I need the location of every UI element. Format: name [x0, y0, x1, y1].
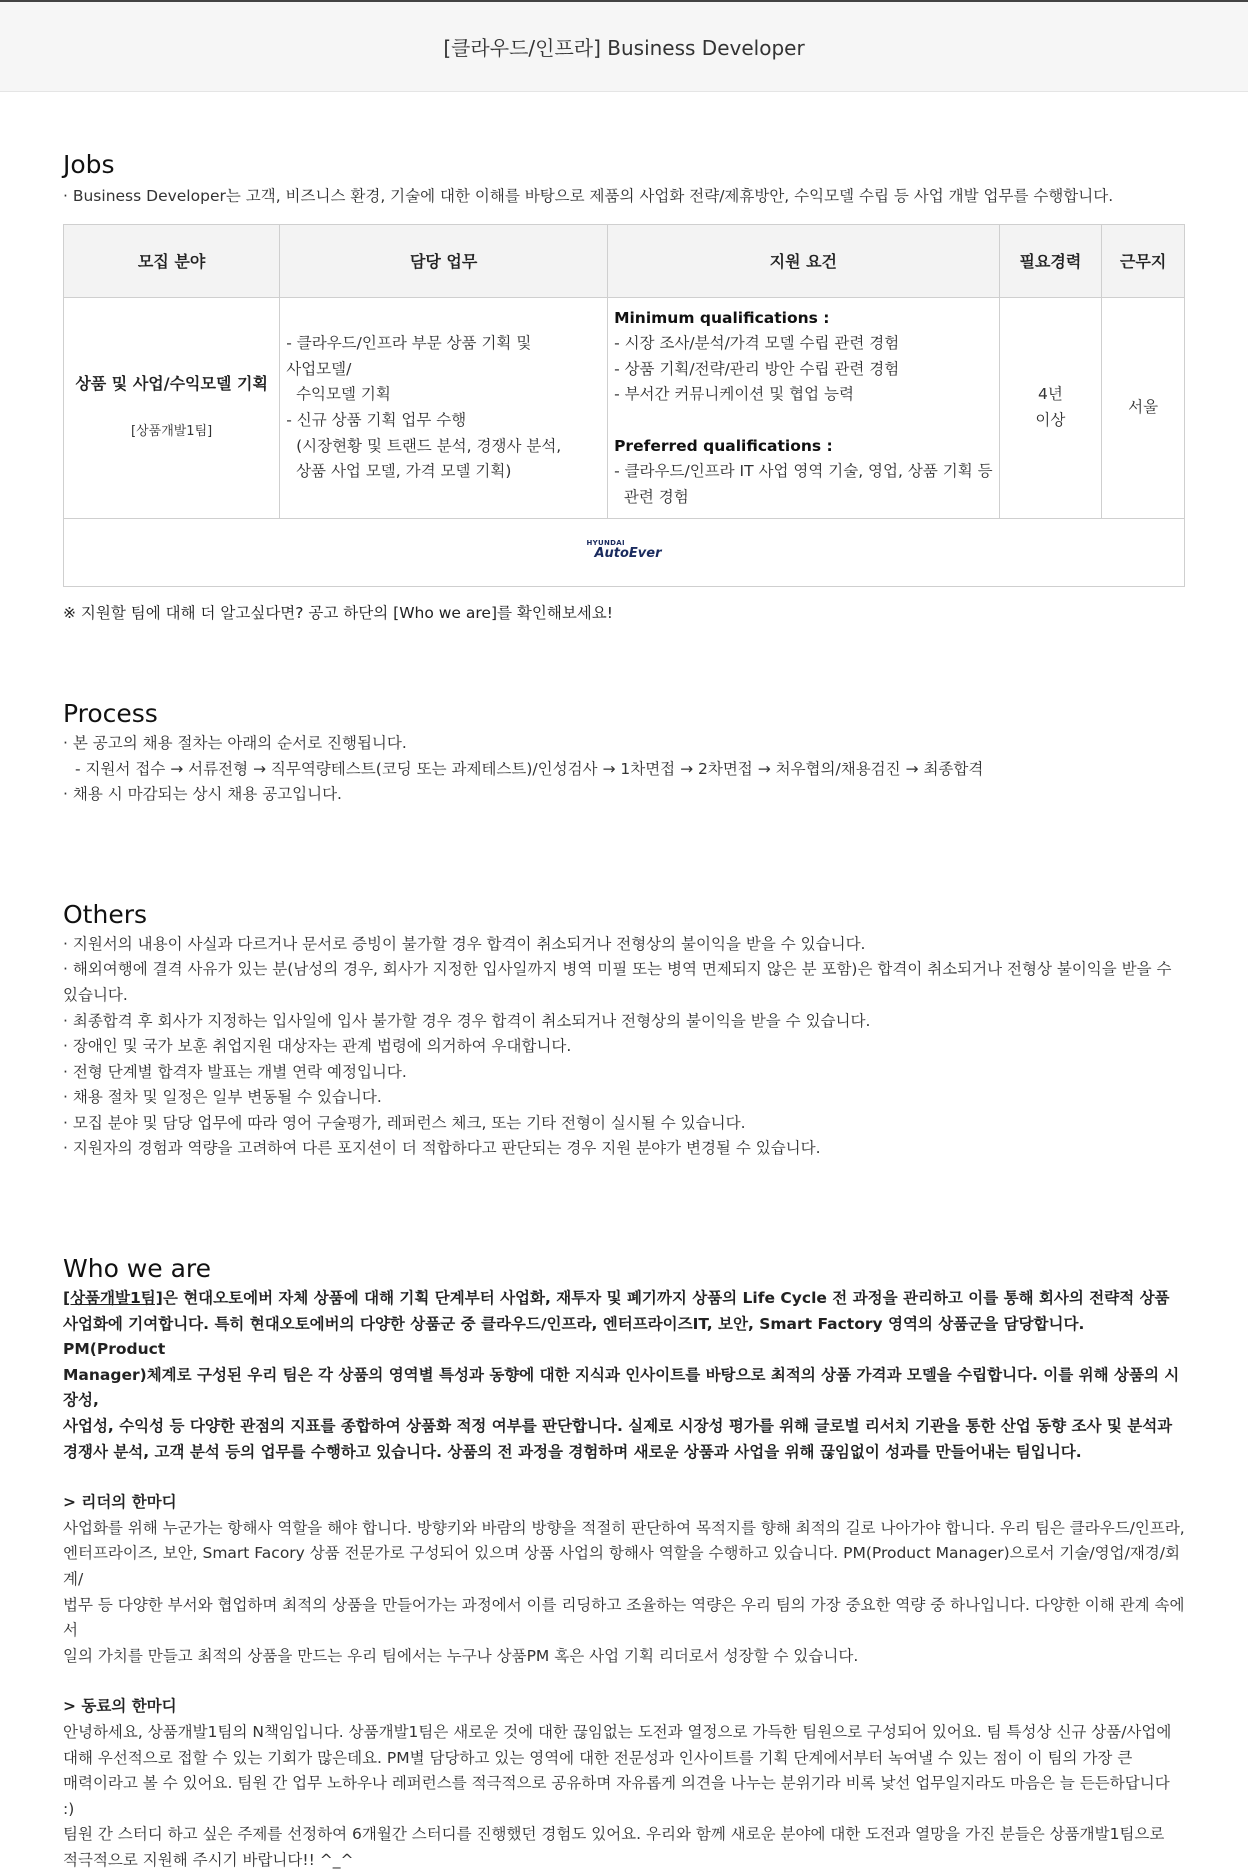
team-name: [상품개발1팀]: [131, 423, 213, 439]
jobs-section: [63, 150, 1185, 627]
others-line: · 최종합격 후 회사가 지정하는 입사일에 입사 불가할 경우 경우 합격이 취소되거나 전형상의 불이익을 받을 수 있습니다.: [63, 1011, 871, 1030]
team-intro-line: 사업성, 수익성 등 다양한 관점의 지표를 종합하여 상품화 적정 여부를 판단합니다. 실제로 시장성 평가를 위해 글로벌 리서치 기관을 통한 산업 동향 조사 및 분석과: [63, 1417, 1173, 1436]
header-requirements: 지원 요건: [608, 224, 1000, 297]
others-line: · 지원서의 내용이 사실과 다르거나 문서로 증빙이 불가할 경우 합격이 취소되거나 전형상의 불이익을 받을 수 있습니다.: [63, 934, 866, 953]
others-heading: Others: [63, 899, 148, 929]
others-line: · 장애인 및 국가 보훈 취업지원 대상자는 관계 법령에 의거하여 우대합니다.: [63, 1037, 572, 1056]
leader-line: 엔터프라이즈, 보안, Smart Facory 상품 전문가로 구성되어 있으며 상품 사업의 항해사 역할을 수행하고 있습니다. PM(Product Manager)으로서 기술/영업/재경/회계/: [63, 1544, 1180, 1588]
who-we-are-heading: Who we are: [63, 1254, 212, 1284]
job-title: [클라우드/인프라] Business Developer: [443, 36, 805, 60]
job-title-bar: [0, 0, 1248, 92]
others-section: [63, 900, 1185, 1162]
team-intro-line: 경쟁사 분석, 고객 분석 등의 업무를 수행하고 있습니다. 상품의 전 과정을 경험하며 새로운 상품과 사업을 위해 끊임없이 성과를 만들어내는 팀입니다.: [63, 1442, 1082, 1461]
jobs-intro: · Business Developer는 고객, 비즈니스 환경, 기술에 대한 이해를 바탕으로 제품의 사업화 전략/제휴방안, 수익모델 수립 등 사업 개발 업무를 수행합니다.: [63, 187, 1114, 205]
spacer: [614, 408, 993, 434]
peer-line: 팀원 간 스터디 하고 싶은 주제를 선정하여 6개월간 스터디를 진행했던 경험도 있어요. 우리와 함께 새로운 분야에 대한 도전과 열망을 가진 분들은 상품개발1팀으로: [63, 1825, 1165, 1844]
others-line: · 지원자의 경험과 역량을 고려하여 다른 포지션이 더 적합하다고 판단되는 경우 지원 분야가 변경될 수 있습니다.: [63, 1139, 821, 1158]
min-qualifications-label: Minimum qualifications :: [614, 308, 830, 327]
logo-bottom-text: AutoEver: [594, 546, 662, 562]
field-cell: [64, 297, 280, 519]
location-cell: 서울: [1102, 297, 1185, 519]
peer-line: 매력이라고 볼 수 있어요. 팀원 간 업무 노하우나 레퍼런스를 적극적으로 공유하며 자유롭게 의견을 나누는 분위기라 비록 낯선 업무일지라도 마음은 늘 든든하답니다 :): [63, 1774, 1170, 1818]
logo-top-text: HYUNDAI: [586, 539, 625, 548]
experience-years: 4년: [1037, 385, 1063, 404]
requirements-cell: [608, 297, 1000, 519]
process-heading: Process: [63, 698, 158, 728]
jobs-table: [63, 224, 1185, 588]
others-line: · 전형 단계별 합격자 발표는 개별 연락 예정입니다.: [63, 1062, 407, 1081]
peer-line: 적극적으로 지원해 주시기 바랍니다!! ^_^: [63, 1850, 354, 1869]
process-steps: - 지원서 접수 → 서류전형 → 직무역량테스트(코딩 또는 과제테스트)/인성검사 → 1차면접 → 2차면접 → 처우협의/채용검진 → 최종합격: [75, 759, 984, 778]
team-intro-line: Manager)체계로 구성된 우리 팀은 각 상품의 영역별 특성과 동향에 대한 지식과 인사이트를 바탕으로 최적의 상품 가격과 모델을 수립합니다. 이를 위해 상품의 시장성,: [63, 1365, 1180, 1410]
experience-qualifier: 이상: [1035, 410, 1066, 429]
preferred-qualification-item: - 클라우드/인프라 IT 사업 영역 기술, 영업, 상품 기획 등: [614, 462, 993, 481]
leader-line: 사업화를 위해 누군가는 항해사 역할을 해야 합니다. 방향키와 바람의 방향을 적절히 판단하여 목적지를 향해 최적의 길로 나아가야 합니다. 우리 팀은 클라우드/인프라,: [63, 1518, 1185, 1537]
duty-line: 사업모델/: [286, 359, 352, 378]
header-duty: 담당 업무: [280, 224, 608, 297]
duty-line: (시장현황 및 트랜드 분석, 경쟁사 분석,: [286, 436, 562, 455]
peer-line: 대해 우선적으로 접할 수 있는 기회가 많은데요. PM별 담당하고 있는 영역에 대한 전문성과 인사이트를 기획 단계에서부터 녹여낼 수 있는 점이 이 팀의 가장 큰: [63, 1748, 1133, 1767]
preferred-qualification-item: 관련 경험: [614, 487, 689, 506]
header-experience: 필요경력: [999, 224, 1102, 297]
who-we-are-note: ※ 지원할 팀에 대해 더 알고싶다면? 공고 하단의 [Who we are]를 확인해보세요!: [63, 604, 613, 623]
team-intro-text: 은 현대오토에버 자체 상품에 대해 기획 단계부터 사업화, 재투자 및 폐기까지 상품의 Life Cycle 전 과정을 관리하고 이를 통해 회사의 전략적 상품: [162, 1289, 1170, 1308]
others-line: · 채용 절차 및 일정은 일부 변동될 수 있습니다.: [63, 1088, 382, 1107]
jobs-table-row: [64, 297, 1185, 519]
process-section: [63, 699, 1185, 808]
leader-line: 일의 가치를 만들고 최적의 상품을 만드는 우리 팀에서는 누구나 상품PM 혹은 사업 기획 리더로서 성장할 수 있습니다.: [63, 1646, 859, 1665]
duty-line: - 신규 상품 기획 업무 수행: [286, 410, 467, 429]
others-line: · 모집 분야 및 담당 업무에 따라 영어 구술평가, 레퍼런스 체크, 또는 기타 전형이 실시될 수 있습니다.: [63, 1113, 746, 1132]
team-intro-line: 사업화에 기여합니다. 특히 현대오토에버의 다양한 상품군 중 클라우드/인프라, 엔터프라이즈IT, 보안, Smart Factory 영역의 상품군을 담당합니다. PM(Product: [63, 1314, 1085, 1359]
header-field: 모집 분야: [64, 224, 280, 297]
leader-line: 법무 등 다양한 부서와 협업하며 최적의 상품을 만들어가는 과정에서 이를 리딩하고 조율하는 역량은 우리 팀의 가장 중요한 역량 중 하나입니다. 다양한 이해 관계 속에서: [63, 1595, 1185, 1640]
process-line: · 본 공고의 채용 절차는 아래의 순서로 진행됩니다.: [63, 733, 407, 752]
preferred-qualifications-label: Preferred qualifications :: [614, 436, 833, 455]
min-qualification-item: - 부서간 커뮤니케이션 및 협업 능력: [614, 385, 854, 404]
others-line: · 해외여행에 결격 사유가 있는 분(남성의 경우, 회사가 지정한 입사일까지 병역 미필 또는 병역 면제되지 않은 분 포함)은 합격이 취소되거나 전형상 불이익을 받을 수: [63, 960, 1172, 979]
others-line: 있습니다.: [63, 985, 128, 1004]
duty-line: 수익모델 기획: [286, 385, 391, 404]
leader-heading: > 리더의 한마디: [63, 1493, 177, 1512]
peer-heading: > 동료의 한마디: [63, 1697, 177, 1716]
hyundai-autoever-logo: [586, 540, 661, 560]
duty-line: 상품 사업 모델, 가격 모델 기획): [286, 462, 512, 481]
process-line: · 채용 시 마감되는 상시 채용 공고입니다.: [63, 785, 342, 804]
job-posting-content: [63, 92, 1185, 1874]
min-qualification-item: - 시장 조사/분석/가격 모델 수립 관련 경험: [614, 334, 900, 353]
field-name: 상품 및 사업/수익모델 기획: [75, 374, 268, 394]
jobs-heading: Jobs: [63, 150, 115, 179]
team-intro-line: [63, 1286, 1185, 1312]
header-location: 근무지: [1102, 224, 1185, 297]
jobs-table-header-row: [64, 224, 1185, 297]
peer-line: 안녕하세요, 상품개발1팀의 N책임입니다. 상품개발1팀은 새로운 것에 대한 끊임없는 도전과 열정으로 가득한 팀원으로 구성되어 있어요. 팀 특성상 신규 상품/사업에: [63, 1722, 1172, 1741]
experience-cell: [999, 297, 1102, 519]
team-intro: [63, 1286, 1185, 1465]
logo-row: [64, 519, 1185, 587]
logo-cell: [64, 519, 1185, 587]
duty-line: - 클라우드/인프라 부문 상품 기획 및: [286, 334, 532, 353]
duty-cell: [280, 297, 608, 519]
who-we-are-section: [63, 1254, 1185, 1873]
min-qualification-item: - 상품 기획/전략/관리 방안 수립 관련 경험: [614, 359, 900, 378]
team-tag: [상품개발1팀]: [63, 1289, 163, 1308]
